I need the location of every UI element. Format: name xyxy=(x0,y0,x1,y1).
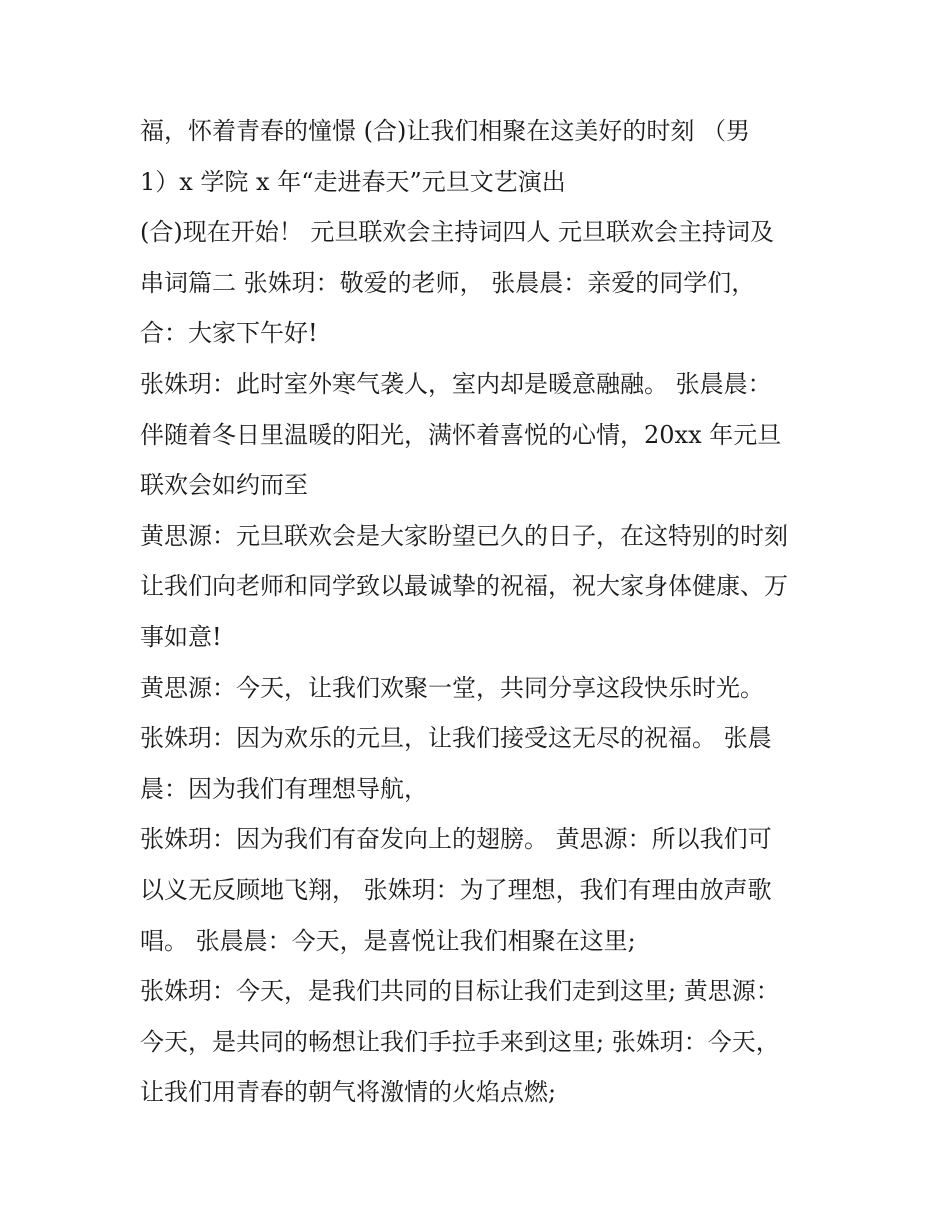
text-line: 张姝玥：今天，是我们共同的目标让我们走到这里; 黄思源： xyxy=(140,977,780,1006)
text-line: 以义无反顾地飞翔， 张姝玥：为了理想，我们有理由放声歌 xyxy=(140,875,772,904)
text-line: (合)现在开始！ 元旦联欢会主持词四人 元旦联欢会主持词及 xyxy=(140,218,774,247)
text-line: 今天，是共同的畅想让我们手拉手来到这里; 张姝玥：今天， xyxy=(140,1027,780,1056)
text-line: 晨：因为我们有理想导航， xyxy=(140,774,428,803)
text-line: 福，怀着青春的憧憬 (合)让我们相聚在这美好的时刻 （男 xyxy=(140,117,750,145)
text-line: 事如意! xyxy=(140,622,222,651)
text-line: 张姝玥：因为我们有奋发向上的翅膀。 黄思源：所以我们可 xyxy=(140,825,772,854)
text-line: 伴随着冬日里温暖的阳光，满怀着喜悦的心情，20xx 年元旦 xyxy=(140,420,782,449)
text-line: 1）x 学院 x 年“走进春天”元旦文艺演出 xyxy=(140,167,566,196)
text-line: 合：大家下午好! xyxy=(140,319,318,348)
text-line: 让我们用青春的朝气将激情的火焰点燃; xyxy=(140,1078,557,1107)
text-line: 黄思源：元旦联欢会是大家盼望已久的日子，在这特别的时刻 xyxy=(140,521,788,550)
text-line: 张姝玥：此时室外寒气袭人，室内却是暖意融融。 张晨晨： xyxy=(140,369,772,398)
text-line: 让我们向老师和同学致以最诚挚的祝福，祝大家身体健康、万 xyxy=(140,572,788,601)
document-body xyxy=(140,106,830,1118)
text-line: 张姝玥：因为欢乐的元旦，让我们接受这无尽的祝福。 张晨 xyxy=(140,724,772,753)
text-line: 唱。 张晨晨：今天，是喜悦让我们相聚在这里; xyxy=(140,926,636,955)
text-line: 串词篇二 张姝玥：敬爱的老师， 张晨晨：亲爱的同学们， xyxy=(140,268,756,297)
text-line: 联欢会如约而至 xyxy=(140,471,308,500)
text-line: 黄思源：今天，让我们欢聚一堂，共同分享这段快乐时光。 xyxy=(140,673,764,702)
